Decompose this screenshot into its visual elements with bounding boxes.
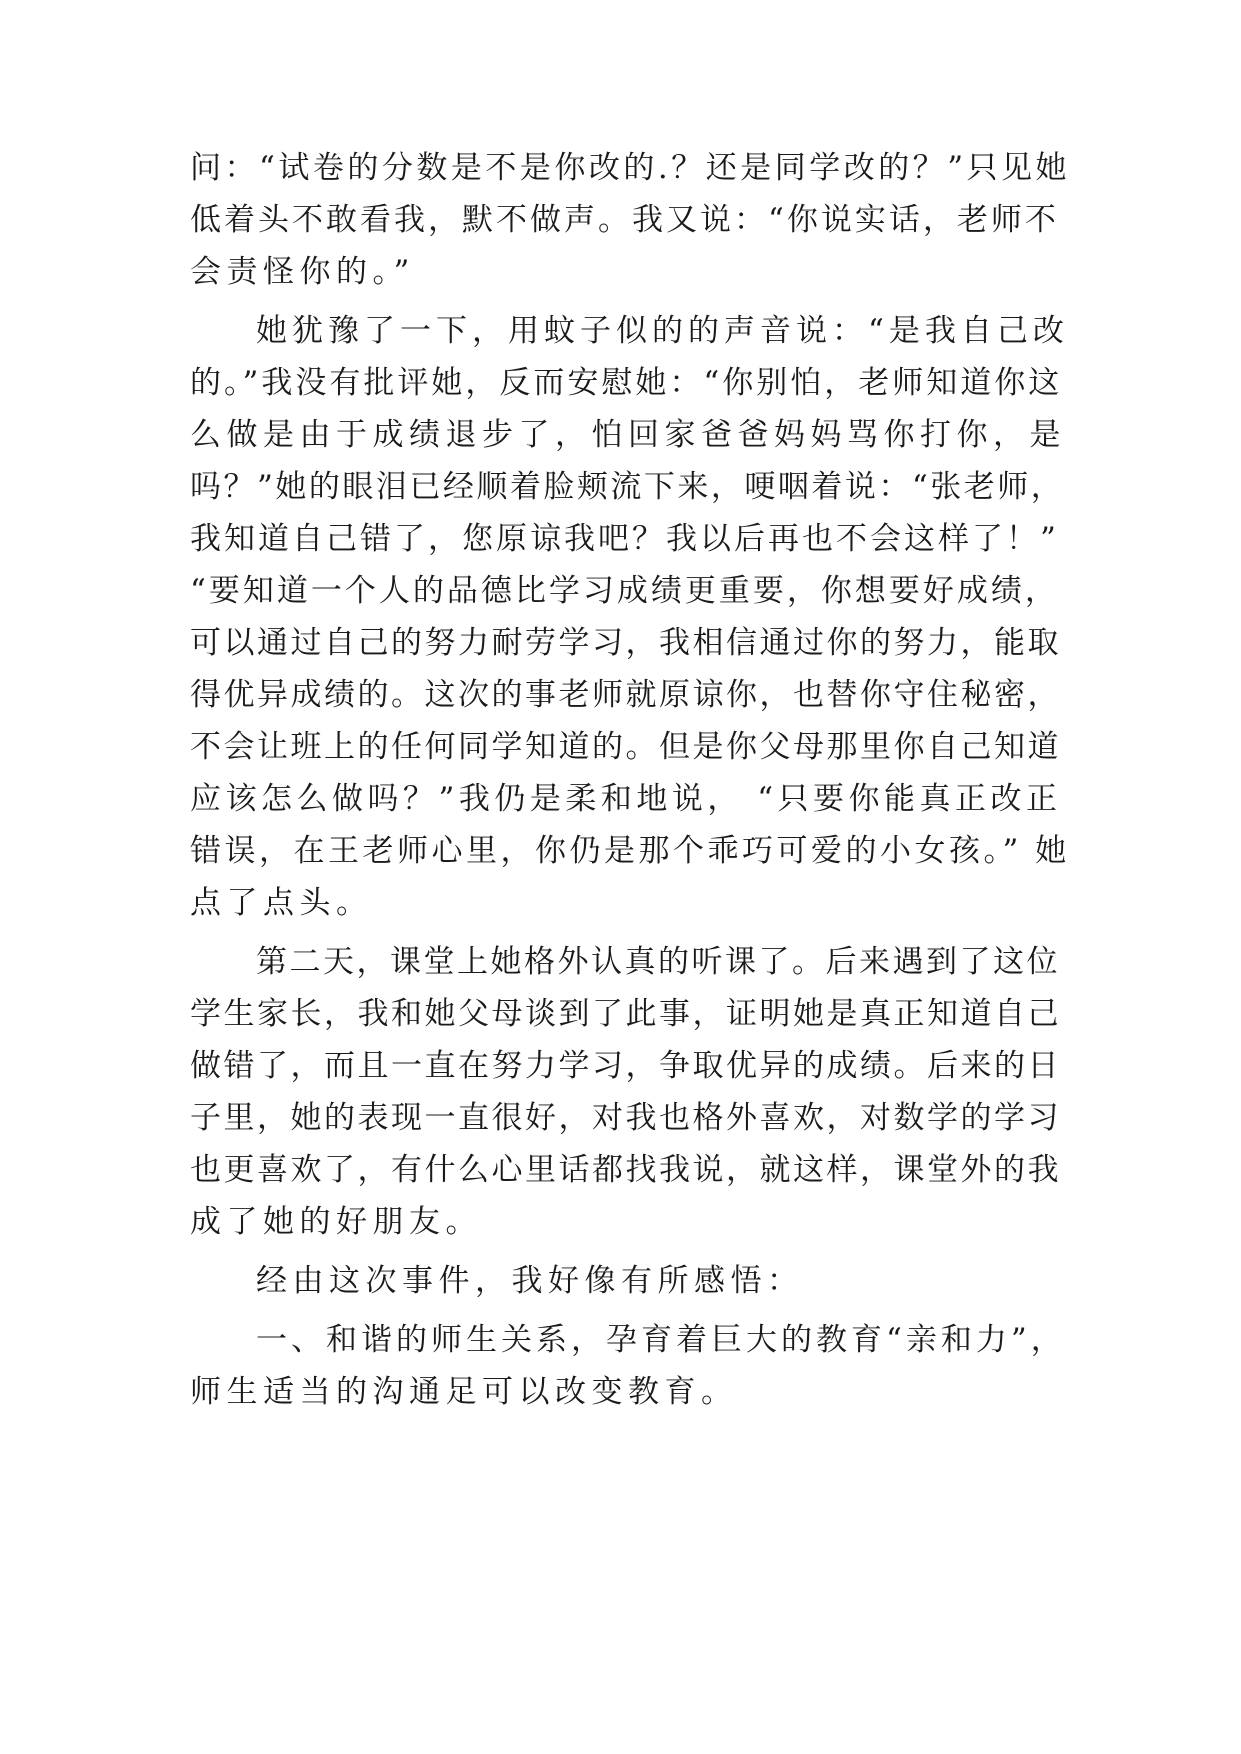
text-line: 我知道自己错了，您原谅我吧？我以后再也不会这样了！” (190, 521, 1059, 557)
text-line: 不会让班上的任何同学知道的。但是你父母那里你自己知道 (190, 729, 1061, 765)
text-line: 会责怪你的。” (190, 254, 415, 290)
text-line: 错误，在王老师心里，你仍是那个乖巧可爱的小女孩。” 她 (190, 833, 1070, 869)
text-line: 师生适当的沟通足可以改变教育。 (190, 1374, 738, 1410)
text-line: 也更喜欢了，有什么心里话都找我说，就这样，课堂外的我 (190, 1152, 1061, 1188)
text-line: 点了点头。 (190, 885, 373, 921)
text-line: 成了她的好朋友。 (190, 1204, 482, 1240)
text-line: 得优异成绩的。这次的事老师就原谅你，也替你守住秘密， (190, 677, 1061, 713)
paragraph-first-line: 第二天，课堂上她格外认真的听课了。后来遇到了这位 (256, 944, 1060, 980)
text-line: 么做是由于成绩退步了，怕回家爸爸妈妈骂你打你，是 (190, 417, 1066, 453)
text-line: 低着头不敢看我，默不做声。我又说：“你说实话，老师不 (190, 202, 1059, 238)
text-line: 子里，她的表现一直很好，对我也格外喜欢，对数学的学习 (190, 1100, 1061, 1136)
text-line: 问：“试卷的分数是不是你改的.？还是同学改的？”只见她 (190, 150, 1071, 186)
paragraph-first-line: 一、和谐的师生关系，孕育着巨大的教育“亲和力”， (256, 1322, 1066, 1358)
paragraph-first-line: 她犹豫了一下，用蚊子似的的声音说：“是我自己改 (256, 313, 1069, 349)
text-line: “要知道一个人的品德比学习成绩更重要，你想要好成绩， (190, 573, 1059, 609)
text-line: 做错了，而且一直在努力学习，争取优异的成绩。后来的日 (190, 1048, 1061, 1084)
text-line: 学生家长，我和她父母谈到了此事，证明她是真正知道自己 (190, 996, 1061, 1032)
paragraph-first-line: 经由这次事件，我好像有所感悟： (256, 1263, 804, 1299)
text-line: 的。”我没有批评她，反而安慰她：“你别怕，老师知道你这 (190, 365, 1063, 401)
text-line: 应该怎么做吗？”我仍是柔和地说， “只要你能真正改正 (190, 781, 1062, 817)
text-line: 可以通过自己的努力耐劳学习，我相信通过你的努力，能取 (190, 625, 1061, 661)
text-line: 吗？”她的眼泪已经顺着脸颊流下来，哽咽着说：“张老师， (190, 469, 1065, 505)
